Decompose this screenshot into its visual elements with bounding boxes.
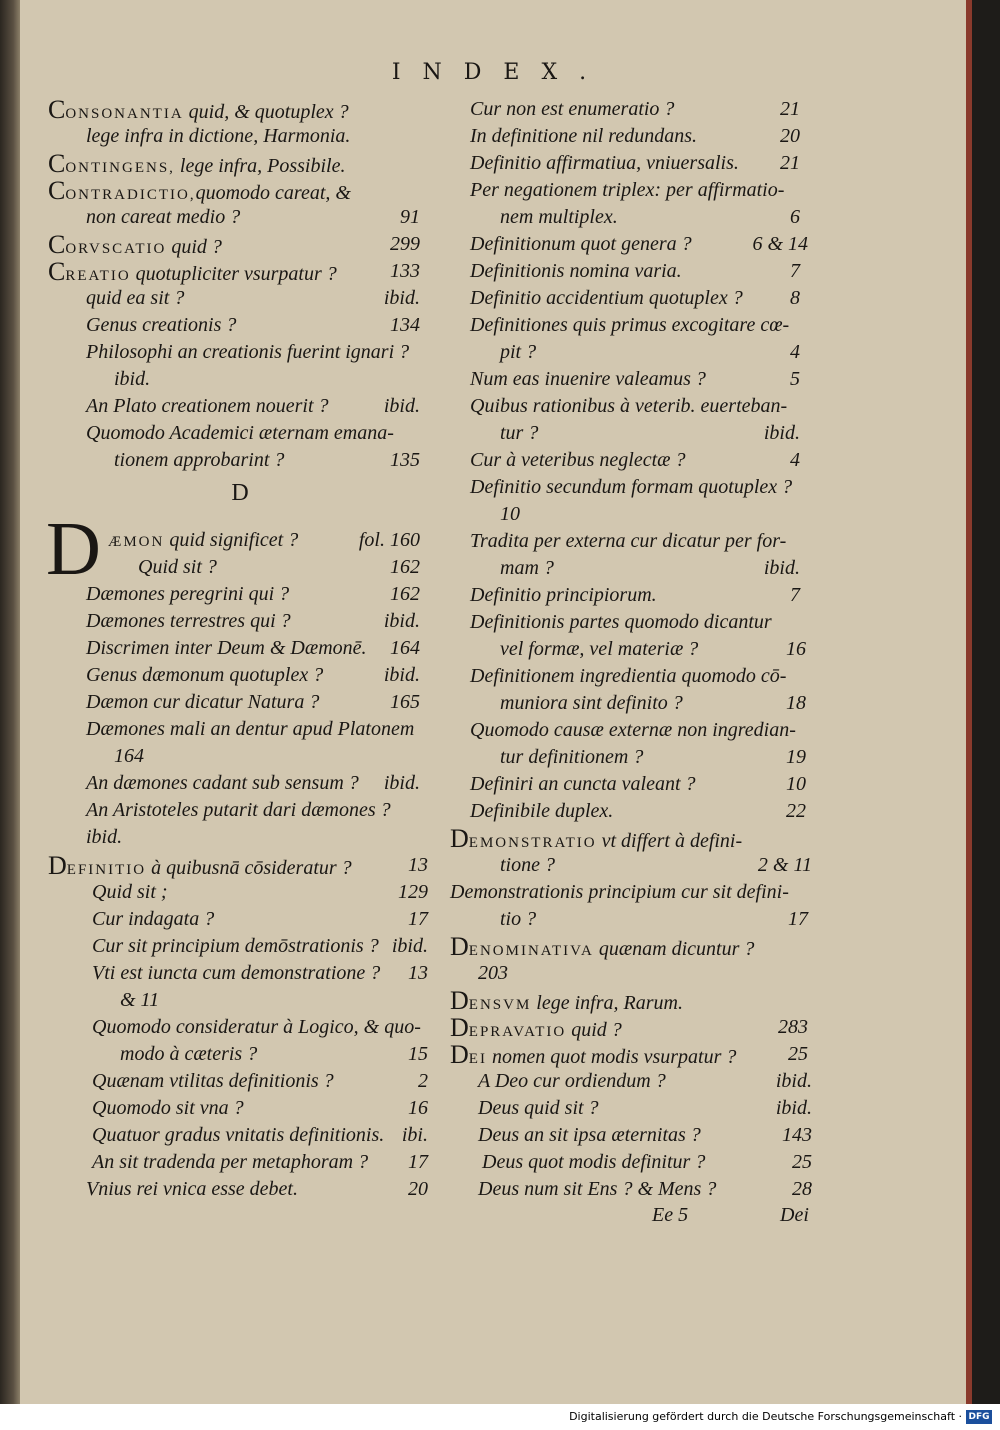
index-entry — [500, 744, 806, 771]
headword-smallcaps: ORVSCATIO — [65, 241, 167, 257]
headword-smallcaps: EPRAVATIO — [468, 1024, 567, 1040]
entry-page-number: ibi. — [401, 1124, 428, 1146]
entry-text: Cur à veteribus neglectæ ? — [470, 449, 686, 471]
headword-initial: D — [48, 851, 67, 880]
signature-mark: Ee 5 — [652, 1204, 689, 1226]
entry-page-number: 15 — [408, 1043, 428, 1065]
entry-text: modo à cæteris ? — [120, 1043, 258, 1065]
entry-text: Demonstrationis principium cur sit defini- — [450, 881, 789, 903]
entry-text: vt differt à defini- — [596, 830, 743, 852]
entry-text: nomen quot modis vsurpatur ? — [486, 1046, 737, 1068]
entry-text: Quibus rationibus à veterib. euerteban- — [470, 395, 788, 417]
entry-page-number: ibid. — [391, 935, 428, 957]
index-entry — [92, 933, 428, 960]
index-entry — [92, 1095, 428, 1122]
entry-page-number: 4 — [790, 449, 800, 471]
entry-text: Genus dæmonum quotuplex ? — [86, 664, 324, 686]
index-entry — [470, 717, 806, 744]
entry-page-number: 129 — [398, 881, 428, 903]
entry-page-number: 162 — [390, 556, 420, 578]
index-entry — [86, 312, 420, 339]
footer-credit: Digitalisierung gefördert durch die Deutsche Forschungsgemeinschaft · — [569, 1410, 962, 1423]
index-entry — [470, 393, 806, 420]
entry-text: Quomodo consideratur à Logico, & quo- — [92, 1016, 421, 1038]
entry-text: Definitionum quot genera ? — [470, 233, 692, 255]
page-red-edge — [966, 0, 972, 1404]
headword-smallcaps: ONTRADICTIO, — [65, 187, 196, 203]
index-entry — [114, 743, 420, 770]
index-entry — [92, 879, 428, 906]
entry-text: quid significet ? — [164, 529, 299, 551]
entry-text: tionem approbarint ? — [114, 449, 285, 471]
entry-text: 164 — [114, 745, 144, 767]
entry-text: vel formæ, vel materiæ ? — [500, 638, 699, 660]
entry-page-number: 20 — [408, 1178, 428, 1200]
index-entry — [450, 933, 816, 960]
entry-page-number: 22 — [786, 800, 806, 822]
dfg-logo: DFG — [966, 1410, 992, 1424]
headword-smallcaps: ENSVM — [468, 997, 532, 1013]
entry-text: Quænam vtilitas definitionis ? — [92, 1070, 334, 1092]
entry-text: Vti est iuncta cum demonstratione ? — [92, 962, 381, 984]
entry-page-number: 162 — [390, 583, 420, 605]
index-entry — [478, 1068, 812, 1095]
entry-text: Discrimen inter Deum & Dæmonē. — [86, 637, 367, 659]
entry-text: A Deo cur ordiendum ? — [478, 1070, 666, 1092]
headword-initial: D — [450, 824, 469, 853]
index-entry — [120, 987, 428, 1014]
index-entry — [470, 366, 800, 393]
entry-text: Dæmones mali an dentur apud Platonem — [86, 718, 415, 740]
headword-initial: C — [48, 257, 66, 286]
index-entry — [86, 204, 420, 231]
index-entry — [92, 960, 428, 987]
entry-text: ibid. — [114, 368, 151, 390]
entry-page-number: 25 — [792, 1151, 812, 1173]
index-entry — [470, 663, 806, 690]
index-entry — [500, 204, 800, 231]
index-entry — [482, 1149, 812, 1176]
index-entry — [470, 150, 800, 177]
entry-page-number: 13 — [408, 854, 428, 876]
catchword: Dei — [780, 1204, 809, 1226]
entry-page-number: 6 & 14 — [752, 233, 808, 255]
entry-page-number: 135 — [390, 449, 420, 471]
entry-page-number: ibid. — [775, 1097, 812, 1119]
entry-page-number: 7 — [790, 584, 800, 606]
index-entry — [86, 716, 420, 743]
entry-page-number: 283 — [778, 1016, 808, 1038]
index-entry — [92, 1122, 428, 1149]
index-entry — [450, 879, 808, 906]
headword-initial: D — [450, 932, 469, 961]
entry-page-number: 17 — [408, 1151, 428, 1173]
entry-text: Quomodo causæ externæ non ingredian- — [470, 719, 796, 741]
index-entry — [470, 285, 800, 312]
index-entry — [450, 1014, 808, 1041]
entry-text: Dæmones peregrini qui ? — [86, 583, 290, 605]
index-entry — [470, 609, 806, 636]
entry-text: lege infra in dictione, Harmonia. — [86, 125, 351, 147]
entry-text: Definitio secundum formam quotuplex ? — [470, 476, 793, 498]
index-entry — [48, 852, 428, 879]
entry-headword — [108, 527, 164, 556]
index-entry — [478, 1095, 812, 1122]
index-entry — [500, 501, 800, 528]
headword-initial: C — [48, 230, 66, 259]
entry-page-number: 28 — [792, 1178, 812, 1200]
entry-page-number: 25 — [788, 1043, 808, 1065]
entry-text: tur ? — [500, 422, 539, 444]
entry-page-number: 91 — [400, 206, 420, 228]
index-entry — [138, 554, 420, 581]
index-entry — [470, 528, 806, 555]
entry-text: Definitionis nomina varia. — [470, 260, 682, 282]
index-entry — [86, 824, 420, 851]
entry-text: quænam dicuntur ? — [593, 938, 755, 960]
entry-page-number: 16 — [408, 1097, 428, 1119]
index-entry — [86, 393, 420, 420]
drop-cap: D — [46, 507, 101, 591]
entry-page-number: 133 — [390, 260, 420, 282]
entry-text: An Plato creationem nouerit ? — [86, 395, 329, 417]
index-entry — [114, 447, 420, 474]
entry-text: Deus quid sit ? — [478, 1097, 599, 1119]
headword-initial: C — [48, 149, 66, 178]
index-entry — [48, 231, 420, 258]
page-title: INDEX. — [391, 60, 609, 85]
index-entry — [500, 852, 812, 879]
entry-page-number: 21 — [780, 152, 800, 174]
entry-text: Quid sit ? — [138, 556, 217, 578]
entry-page-number: 20 — [780, 125, 800, 147]
entry-page-number: ibid. — [383, 287, 420, 309]
entry-text: 203 — [478, 962, 508, 984]
entry-text: Genus creationis ? — [86, 314, 237, 336]
index-entry — [86, 770, 420, 797]
index-entry — [86, 635, 420, 662]
entry-page-number: ibid. — [775, 1070, 812, 1092]
entry-text: quomodo careat, & — [195, 182, 351, 204]
index-entry — [86, 285, 420, 312]
entry-text: Definitio affirmatiua, vniuersalis. — [470, 152, 739, 174]
index-entry — [470, 231, 808, 258]
entry-text: Definitiones quis primus excogitare cœ- — [470, 314, 790, 336]
index-entry — [470, 582, 800, 609]
entry-text: Per negationem triplex: per affirmatio- — [470, 179, 785, 201]
index-entry — [478, 1122, 812, 1149]
entry-page-number: ibid. — [763, 422, 800, 444]
index-entry — [48, 96, 420, 123]
index-entry — [120, 1041, 428, 1068]
entry-text: non careat medio ? — [86, 206, 241, 228]
entry-text: Deus an sit ipsa æternitas ? — [478, 1124, 701, 1146]
headword-initial: D — [450, 986, 469, 1015]
index-entry — [86, 689, 420, 716]
index-entry — [86, 581, 420, 608]
entry-page-number: 21 — [780, 98, 800, 120]
entry-text: Cur non est enumeratio ? — [470, 98, 675, 120]
headword-smallcaps: ONSONANTIA — [65, 106, 184, 122]
index-entry — [86, 608, 420, 635]
entry-text: lege infra, Possibile. — [174, 155, 346, 177]
index-entry — [470, 123, 800, 150]
entry-text: Definitionis partes quomodo dicantur — [470, 611, 772, 633]
entry-text: quid ? — [566, 1019, 622, 1041]
entry-text: Quomodo sit vna ? — [92, 1097, 244, 1119]
entry-text: Tradita per externa cur dicatur per for- — [470, 530, 787, 552]
entry-text: Cur indagata ? — [92, 908, 215, 930]
entry-text: ibid. — [86, 826, 123, 848]
entry-text: nem multiplex. — [500, 206, 618, 228]
entry-text: à quibusnā cōsideratur ? — [146, 857, 352, 879]
index-entry — [470, 474, 806, 501]
entry-page-number: 10 — [786, 773, 806, 795]
entry-text: Quomodo Academici æternam emana- — [86, 422, 394, 444]
index-entry — [478, 1176, 812, 1203]
entry-page-number: 13 — [408, 962, 428, 984]
index-entry — [500, 906, 808, 933]
entry-page-number: 19 — [786, 746, 806, 768]
entry-page-number: 299 — [390, 233, 420, 255]
entry-page-number: fol. 160 — [358, 529, 420, 551]
index-entry — [108, 527, 420, 554]
entry-text: Philosophi an creationis fuerint ignari ? — [86, 341, 410, 363]
footer-bar — [0, 1404, 1000, 1430]
headword-smallcaps: ONTINGENS, — [65, 160, 175, 176]
entry-text: lege infra, Rarum. — [531, 992, 683, 1014]
index-entry — [86, 420, 420, 447]
index-entry — [92, 1149, 428, 1176]
entry-text: quid ? — [166, 236, 222, 258]
headword-smallcaps: EMONSTRATIO — [468, 835, 597, 851]
section-letter: D — [231, 480, 249, 506]
entry-text: An Aristoteles putarit dari dæmones ? — [86, 799, 391, 821]
entry-page-number: 2 & 11 — [757, 854, 812, 876]
entry-text: tione ? — [500, 854, 555, 876]
headword-smallcaps: ÆMON — [108, 534, 165, 550]
index-entry — [470, 312, 806, 339]
index-entry — [92, 1068, 428, 1095]
index-entry — [86, 123, 420, 150]
entry-page-number: ibid. — [383, 395, 420, 417]
entry-page-number: ibid. — [383, 664, 420, 686]
index-entry — [470, 447, 800, 474]
entry-page-number: 5 — [790, 368, 800, 390]
index-entry — [86, 339, 420, 366]
entry-page-number: ibid. — [383, 610, 420, 632]
index-entry — [92, 906, 428, 933]
entry-page-number: 7 — [790, 260, 800, 282]
entry-text: Deus quot modis definitur ? — [482, 1151, 706, 1173]
entry-text: Quid sit ; — [92, 881, 168, 903]
headword-smallcaps: EFINITIO — [66, 862, 147, 878]
entry-text: Vnius rei vnica esse debet. — [86, 1178, 298, 1200]
book-spine — [0, 0, 22, 1404]
index-entry — [478, 960, 808, 987]
entry-text: muniora sint definito ? — [500, 692, 683, 714]
entry-text: quotupliciter vsurpatur ? — [130, 263, 337, 285]
index-entry — [500, 690, 806, 717]
entry-page-number: 17 — [408, 908, 428, 930]
entry-page-number: 165 — [390, 691, 420, 713]
entry-text: quid ea sit ? — [86, 287, 185, 309]
headword-initial: D — [450, 1040, 469, 1069]
entry-page-number: 4 — [790, 341, 800, 363]
entry-text: mam ? — [500, 557, 554, 579]
index-entry — [48, 177, 420, 204]
entry-page-number: 18 — [786, 692, 806, 714]
index-entry — [500, 636, 806, 663]
entry-text: In definitione nil redundans. — [470, 125, 698, 147]
headword-smallcaps: EI — [468, 1051, 487, 1067]
index-entry — [470, 798, 806, 825]
index-entry — [470, 771, 806, 798]
headword-smallcaps: ENOMINATIVA — [468, 943, 594, 959]
index-entry — [500, 555, 800, 582]
entry-text: Num eas inuenire valeamus ? — [470, 368, 706, 390]
entry-text: Quatuor gradus vnitatis definitionis. — [92, 1124, 385, 1146]
index-entry — [114, 366, 420, 393]
index-entry — [86, 797, 420, 824]
index-entry — [450, 987, 808, 1014]
entry-text: & 11 — [120, 989, 160, 1011]
entry-text: Deus num sit Ens ? & Mens ? — [478, 1178, 717, 1200]
entry-page-number: 16 — [786, 638, 806, 660]
entry-text: Definibile duplex. — [470, 800, 614, 822]
entry-text: 10 — [500, 503, 520, 525]
entry-page-number: 143 — [782, 1124, 812, 1146]
entry-page-number: 2 — [418, 1070, 428, 1092]
headword-initial: C — [48, 176, 66, 205]
entry-page-number: 17 — [788, 908, 808, 930]
entry-text: Definitionem ingredientia quomodo cō- — [470, 665, 787, 687]
entry-text: tio ? — [500, 908, 537, 930]
entry-text: Definitio accidentium quotuplex ? — [470, 287, 743, 309]
entry-text: Definitio principiorum. — [470, 584, 657, 606]
index-entry — [86, 1176, 428, 1203]
headword-initial: D — [450, 1013, 469, 1042]
entry-text: Dæmon cur dicatur Natura ? — [86, 691, 320, 713]
entry-text: Definiri an cuncta valeant ? — [470, 773, 696, 795]
headword-initial: C — [48, 95, 66, 124]
entry-text: quid, & quotuplex ? — [183, 101, 349, 123]
index-entry — [92, 1014, 428, 1041]
entry-page-number: 8 — [790, 287, 800, 309]
index-entry — [500, 420, 800, 447]
index-entry — [86, 662, 420, 689]
index-entry — [48, 150, 420, 177]
index-entry — [470, 177, 806, 204]
entry-text: tur definitionem ? — [500, 746, 644, 768]
entry-page-number: ibid. — [383, 772, 420, 794]
index-entry — [470, 258, 800, 285]
entry-page-number: 6 — [790, 206, 800, 228]
entry-text: Cur sit principium demōstrationis ? — [92, 935, 379, 957]
entry-page-number: ibid. — [763, 557, 800, 579]
index-entry — [500, 339, 800, 366]
index-entry — [470, 96, 800, 123]
entry-text: An dæmones cadant sub sensum ? — [86, 772, 359, 794]
index-entry — [450, 825, 808, 852]
entry-text: pit ? — [500, 341, 537, 363]
entry-page-number: 164 — [390, 637, 420, 659]
headword-smallcaps: REATIO — [65, 268, 131, 284]
entry-text: Dæmones terrestres qui ? — [86, 610, 291, 632]
index-entry — [48, 258, 420, 285]
index-entry — [450, 1041, 808, 1068]
entry-text: An sit tradenda per metaphoram ? — [92, 1151, 369, 1173]
entry-page-number: 134 — [390, 314, 420, 336]
